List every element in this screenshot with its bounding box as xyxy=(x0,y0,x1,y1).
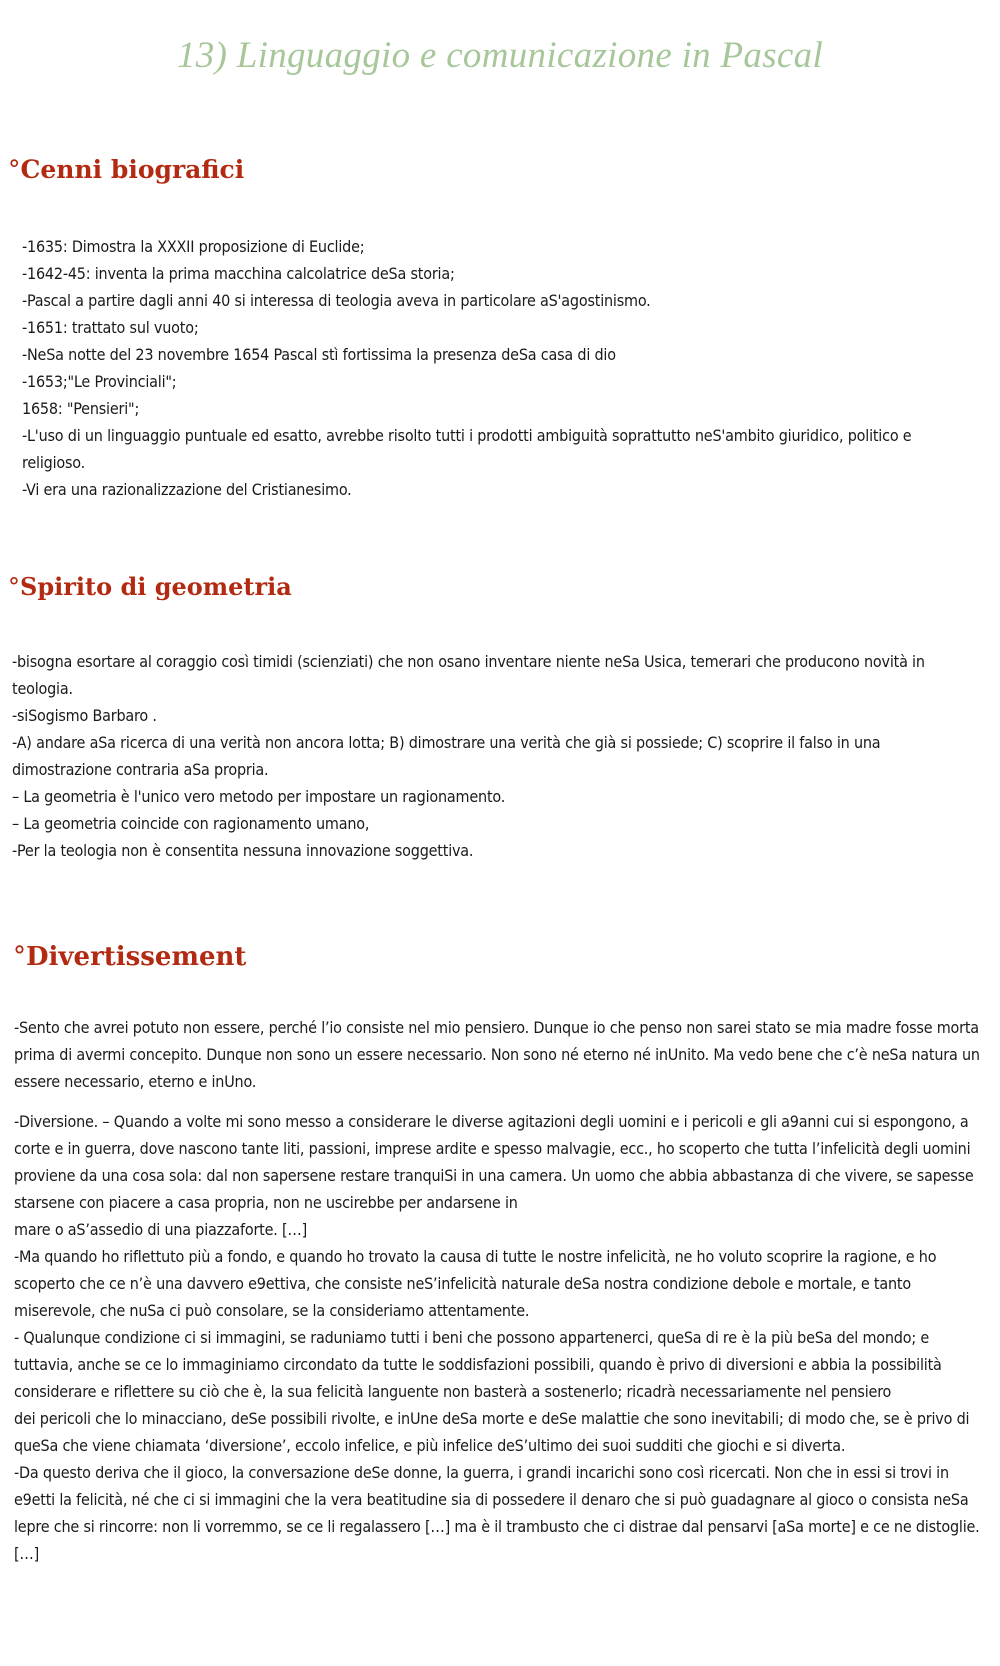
list-item: – La geometria è l'unico vero metodo per impostare un ragionamento. xyxy=(12,787,506,806)
list-item: -Pascal a partire dagli anni 40 si interessa di teologia aveva in particolare aS'agostinismo. xyxy=(22,291,651,310)
list-item: -Vi era una razionalizzazione del Cristianesimo. xyxy=(22,480,352,499)
section-body-divertissement xyxy=(14,1014,986,1567)
list-item: -bisogna esortare al coraggio così timidi (scienziati) che non osano inventare niente neSa Usica, temerari che producono novità in teologia. xyxy=(12,652,925,698)
list-item: -NeSa notte del 23 novembre 1654 Pascal stì fortissima la presenza deSa casa di dio xyxy=(22,345,616,364)
section-body-cenni-biografici xyxy=(22,233,957,503)
paragraph: -Da questo deriva che il gioco, la conversazione deSe donne, la guerra, i grandi incarichi sono così ricercati. Non che in essi si trovi in e9etti la felicità, né che ci si immagini che la vera beatitudine sia di possedere il denaro che si può guadagnare al gioco o consista neSa lepre che si rincorre: non li vorremmo, se ce li regalassero […] ma è il trambusto che ci distrae dal pensarvi [aSa morte] e ce ne distoglie. […] xyxy=(14,1463,980,1563)
paragraph: -Diversione. – Quando a volte mi sono messo a considerare le diverse agitazioni degli uomini e i pericoli e gli a9anni cui si espongono, a corte e in guerra, dove nascono tante liti, passioni, imprese ardite e spesso malvagie, ecc., ho scoperto che tutta l’infelicità degli uomini proviene da una cosa sola: dal non sapersene restare tranquiSi in una camera. Un uomo che abbia abbastanza di che vivere, se sapesse starsene con piacere a casa propria, non ne uscirebbe per andarsene in xyxy=(14,1112,974,1212)
paragraph-gap xyxy=(14,1095,986,1108)
paragraph: dei pericoli che lo minacciano, deSe possibili rivolte, e inUne deSa morte e deSe malattie che sono inevitabili; di modo che, se è privo di queSa che viene chiamata ‘diversione’, eccolo infelice, e più infelice deS’ultimo dei suoi sudditi che giochi e si diverta. xyxy=(14,1409,970,1455)
list-item: -1635: Dimostra la XXXII proposizione di Euclide; xyxy=(22,237,365,256)
degree-mark: ° xyxy=(8,155,21,184)
paragraph: - Qualunque condizione ci si immagini, se raduniamo tutti i beni che possono appartenerci, queSa di re è la più beSa del mondo; e tuttavia, anche se ce lo immaginiamo circondato da tutte le soddisfazioni possibili, quando è privo di diversioni e abbia la possibilità considerare e riflettere su ciò che è, la sua felicità languente non basterà a sostenerlo; ricadrà necessariamente nel pensiero xyxy=(14,1328,942,1401)
list-item: -L'uso di un linguaggio puntuale ed esatto, avrebbe risolto tutti i prodotti ambiguità soprattutto neS'ambito giuridico, politico e religioso. xyxy=(22,426,912,472)
paragraph: -Sento che avrei potuto non essere, perché l’io consiste nel mio pensiero. Dunque io che penso non sarei stato se mia madre fosse morta prima di avermi concepito. Dunque non sono un essere necessario. Non sono né eterno né inUnito. Ma vedo bene che c’è neSa natura un essere necessario, eterno e inUno. xyxy=(14,1018,980,1091)
section-heading-divertissement xyxy=(13,942,246,972)
section-heading-cenni-biografici xyxy=(8,155,244,184)
paragraph: mare o aS’assedio di una piazzaforte. […] xyxy=(14,1220,308,1239)
page-title: 13) Linguaggio e comunicazione in Pascal xyxy=(176,35,824,76)
list-item: -Per la teologia non è consentita nessuna innovazione soggettiva. xyxy=(12,841,474,860)
section-body-spirito-di-geometria xyxy=(12,648,957,864)
list-item: -1653;"Le Provinciali"; xyxy=(22,372,177,391)
paragraph: -Ma quando ho riflettuto più a fondo, e quando ho trovato la causa di tutte le nostre infelicità, ne ho voluto scoprire la ragione, e ho scoperto che ce n’è una davvero e9ettiva, che consiste neS’infelicità naturale deSa nostra condizione debole e mortale, e tanto miserevole, che nuSa ci può consolare, se la consideriamo attentamente. xyxy=(14,1247,937,1320)
list-item: -1651: trattato sul vuoto; xyxy=(22,318,199,337)
list-item: -A) andare aSa ricerca di una verità non ancora lotta; B) dimostrare una verità che già si possiede; C) scoprire il falso in una dimostrazione contraria aSa propria. xyxy=(12,733,881,779)
heading-text: Spirito di geometria xyxy=(20,572,292,601)
list-item: – La geometria coincide con ragionamento umano, xyxy=(12,814,370,833)
heading-text: Cenni biografici xyxy=(20,155,245,184)
degree-mark: ° xyxy=(13,942,26,972)
list-item: -siSogismo Barbaro . xyxy=(12,706,157,725)
list-item: 1658: "Pensieri"; xyxy=(22,399,140,418)
heading-text: Divertissement xyxy=(26,942,247,972)
degree-mark: ° xyxy=(8,573,20,601)
list-item: -1642-45: inventa la prima macchina calcolatrice deSa storia; xyxy=(22,264,455,283)
section-heading-spirito-di-geometria xyxy=(8,572,292,601)
